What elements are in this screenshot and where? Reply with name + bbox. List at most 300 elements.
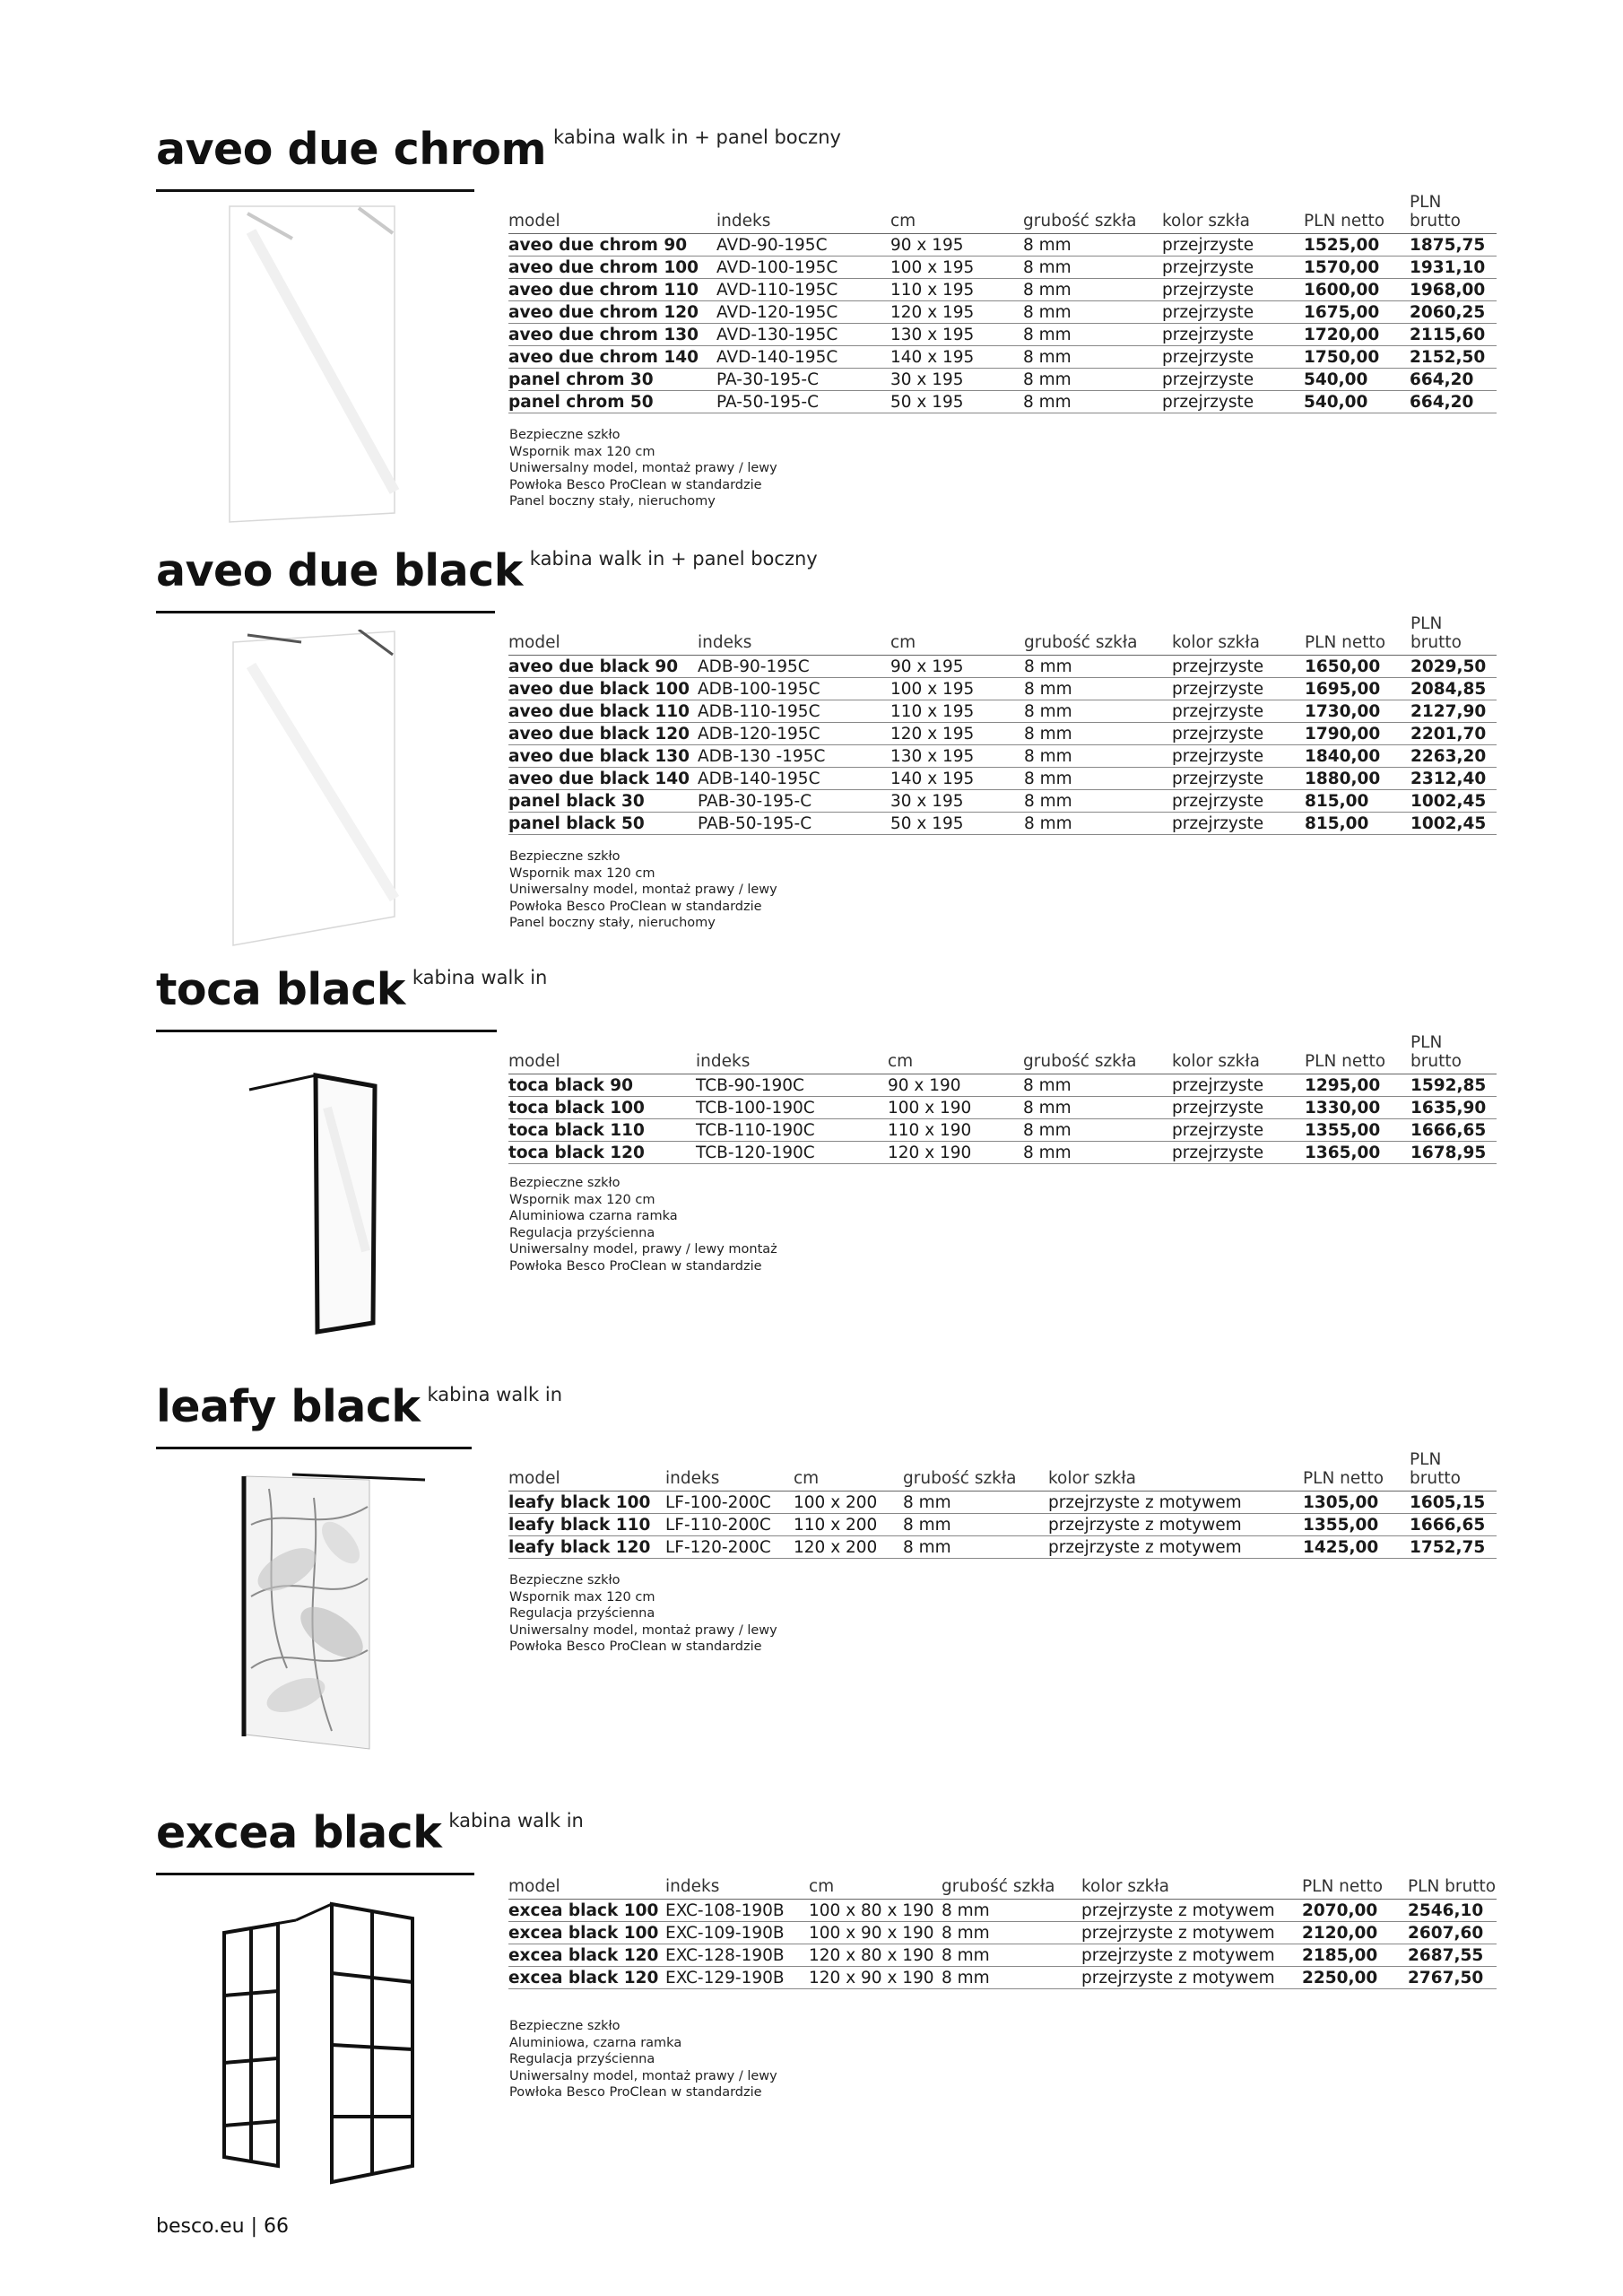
feature-item: Panel boczny stały, nieruchomy bbox=[509, 494, 716, 509]
cell-brutto: 1605,15 bbox=[1410, 1492, 1497, 1514]
cell-thickness: 8 mm bbox=[1023, 324, 1162, 346]
col-header-cm: cm bbox=[888, 1033, 1023, 1074]
col-header-cm: cm bbox=[809, 1876, 942, 1900]
feature-item: Wspornik max 120 cm bbox=[509, 1589, 655, 1605]
cell-model: aveo due chrom 120 bbox=[508, 301, 716, 324]
table-row bbox=[508, 234, 1497, 257]
cell-thickness: 8 mm bbox=[1023, 1119, 1172, 1142]
cell-color: przejrzyste bbox=[1172, 723, 1305, 745]
footer-separator: | bbox=[250, 2215, 258, 2238]
table-header-row bbox=[508, 1450, 1497, 1492]
col-header-model: model bbox=[508, 1876, 665, 1900]
cell-model: aveo due chrom 90 bbox=[508, 234, 716, 257]
table-row bbox=[508, 279, 1497, 301]
cell-model: aveo due black 130 bbox=[508, 745, 698, 768]
table-row bbox=[508, 790, 1497, 813]
cell-netto: 540,00 bbox=[1304, 369, 1410, 391]
feature-item: Uniwersalny model, prawy / lewy montaż bbox=[509, 1242, 777, 1257]
cell-indeks: LF-110-200C bbox=[665, 1514, 794, 1536]
cell-color: przejrzyste bbox=[1172, 678, 1305, 700]
cell-thickness: 8 mm bbox=[1024, 813, 1172, 835]
feature-item: Regulacja przyścienna bbox=[509, 1225, 655, 1240]
col-header-indeks: indeks bbox=[716, 193, 890, 234]
col-header-glass-thickness: grubość szkła bbox=[942, 1876, 1081, 1900]
col-header-cm: cm bbox=[890, 193, 1023, 234]
cell-brutto: 1752,75 bbox=[1410, 1536, 1497, 1559]
table-row bbox=[508, 369, 1497, 391]
cell-thickness: 8 mm bbox=[1023, 346, 1162, 369]
cell-brutto: 2607,60 bbox=[1408, 1922, 1497, 1944]
cell-indeks: ADB-110-195C bbox=[698, 700, 890, 723]
cell-indeks: AVD-140-195C bbox=[716, 346, 890, 369]
heading-rule bbox=[156, 611, 495, 613]
table-row bbox=[508, 1097, 1497, 1119]
feature-list bbox=[509, 427, 777, 510]
cell-model: excea black 120 bbox=[508, 1967, 665, 1989]
cell-netto: 1295,00 bbox=[1305, 1074, 1410, 1097]
feature-item: Wspornik max 120 cm bbox=[509, 865, 655, 881]
cell-cm: 120 x 195 bbox=[890, 723, 1024, 745]
cell-color: przejrzyste bbox=[1162, 279, 1304, 301]
cell-cm: 50 x 195 bbox=[890, 813, 1024, 835]
cell-thickness: 8 mm bbox=[942, 1967, 1081, 1989]
cell-thickness: 8 mm bbox=[1024, 768, 1172, 790]
feature-item: Powłoka Besco ProClean w standardzie bbox=[509, 2085, 762, 2100]
cell-thickness: 8 mm bbox=[1023, 369, 1162, 391]
cell-brutto: 664,20 bbox=[1410, 391, 1497, 413]
feature-item: Wspornik max 120 cm bbox=[509, 1192, 655, 1207]
cell-brutto: 1002,45 bbox=[1410, 813, 1497, 835]
cell-color: przejrzyste z motywem bbox=[1081, 1922, 1302, 1944]
cell-brutto: 1635,90 bbox=[1410, 1097, 1497, 1119]
product-name: aveo due black bbox=[156, 545, 523, 596]
product-illustration bbox=[233, 1471, 430, 1758]
col-header-pln-brutto: PLN brutto bbox=[1408, 1876, 1497, 1900]
cell-netto: 1750,00 bbox=[1304, 346, 1410, 369]
cell-thickness: 8 mm bbox=[942, 1922, 1081, 1944]
feature-item: Uniwersalny model, montaż prawy / lewy bbox=[509, 461, 777, 476]
cell-color: przejrzyste z motywem bbox=[1048, 1536, 1303, 1559]
cell-netto: 1730,00 bbox=[1305, 700, 1410, 723]
cell-netto: 1570,00 bbox=[1304, 257, 1410, 279]
cell-thickness: 8 mm bbox=[1024, 656, 1172, 678]
feature-item: Bezpieczne szkło bbox=[509, 2019, 621, 2033]
cell-cm: 30 x 195 bbox=[890, 790, 1024, 813]
cell-model: toca black 100 bbox=[508, 1097, 696, 1119]
cell-indeks: LF-120-200C bbox=[665, 1536, 794, 1559]
col-header-indeks: indeks bbox=[698, 614, 890, 656]
table-row bbox=[508, 1967, 1497, 1989]
cell-netto: 1675,00 bbox=[1304, 301, 1410, 324]
product-name: toca black bbox=[156, 964, 405, 1015]
cell-thickness: 8 mm bbox=[1024, 723, 1172, 745]
cell-indeks: EXC-129-190B bbox=[665, 1967, 809, 1989]
cell-brutto: 664,20 bbox=[1410, 369, 1497, 391]
cell-thickness: 8 mm bbox=[1024, 790, 1172, 813]
cell-model: aveo due chrom 130 bbox=[508, 324, 716, 346]
cell-brutto: 1875,75 bbox=[1410, 234, 1497, 257]
feature-item: Bezpieczne szkło bbox=[509, 1176, 621, 1190]
cell-color: przejrzyste bbox=[1172, 700, 1305, 723]
table-row bbox=[508, 1944, 1497, 1967]
cell-brutto: 1002,45 bbox=[1410, 790, 1497, 813]
cell-model: leafy black 120 bbox=[508, 1536, 665, 1559]
cell-color: przejrzyste bbox=[1172, 790, 1305, 813]
table-row bbox=[508, 700, 1497, 723]
cell-thickness: 8 mm bbox=[942, 1900, 1081, 1922]
cell-cm: 120 x 200 bbox=[794, 1536, 903, 1559]
cell-thickness: 8 mm bbox=[1023, 257, 1162, 279]
heading-rule bbox=[156, 189, 474, 192]
cell-indeks: LF-100-200C bbox=[665, 1492, 794, 1514]
cell-indeks: TCB-120-190C bbox=[696, 1142, 888, 1164]
product-name: excea black bbox=[156, 1807, 442, 1858]
product-illustration bbox=[215, 204, 412, 527]
col-header-pln-netto: PLN netto bbox=[1305, 1033, 1410, 1074]
cell-color: przejrzyste bbox=[1162, 346, 1304, 369]
table-row bbox=[508, 745, 1497, 768]
cell-netto: 1355,00 bbox=[1303, 1514, 1410, 1536]
col-header-pln-brutto: PLN brutto bbox=[1410, 1450, 1497, 1492]
col-header-model: model bbox=[508, 1450, 665, 1492]
col-header-model: model bbox=[508, 193, 716, 234]
cell-cm: 30 x 195 bbox=[890, 369, 1023, 391]
cell-model: panel black 50 bbox=[508, 813, 698, 835]
footer-site: besco.eu bbox=[156, 2215, 245, 2238]
cell-model: toca black 110 bbox=[508, 1119, 696, 1142]
table-row bbox=[508, 1536, 1497, 1559]
section-leafy-black bbox=[0, 1381, 1623, 1776]
col-header-pln-netto: PLN netto bbox=[1304, 193, 1410, 234]
cell-netto: 1355,00 bbox=[1305, 1119, 1410, 1142]
cell-brutto: 2127,90 bbox=[1410, 700, 1497, 723]
cell-cm: 100 x 195 bbox=[890, 257, 1023, 279]
cell-netto: 2185,00 bbox=[1302, 1944, 1408, 1967]
cell-cm: 100 x 200 bbox=[794, 1492, 903, 1514]
cell-indeks: AVD-90-195C bbox=[716, 234, 890, 257]
cell-color: przejrzyste z motywem bbox=[1081, 1944, 1302, 1967]
cell-color: przejrzyste bbox=[1162, 234, 1304, 257]
cell-model: aveo due black 110 bbox=[508, 700, 698, 723]
col-header-glass-color: kolor szkła bbox=[1048, 1450, 1303, 1492]
cell-netto: 2120,00 bbox=[1302, 1922, 1408, 1944]
cell-indeks: EXC-128-190B bbox=[665, 1944, 809, 1967]
cell-model: panel black 30 bbox=[508, 790, 698, 813]
cell-cm: 140 x 195 bbox=[890, 768, 1024, 790]
col-header-indeks: indeks bbox=[665, 1876, 809, 1900]
cell-thickness: 8 mm bbox=[1023, 279, 1162, 301]
cell-model: panel chrom 50 bbox=[508, 391, 716, 413]
cell-netto: 1880,00 bbox=[1305, 768, 1410, 790]
col-header-pln-brutto: PLN brutto bbox=[1410, 1033, 1497, 1074]
feature-item: Uniwersalny model, montaż prawy / lewy bbox=[509, 883, 777, 898]
feature-item: Powłoka Besco ProClean w standardzie bbox=[509, 1639, 762, 1655]
cell-indeks: ADB-130 -195C bbox=[698, 745, 890, 768]
cell-indeks: PAB-50-195-C bbox=[698, 813, 890, 835]
cell-cm: 120 x 190 bbox=[888, 1142, 1023, 1164]
cell-brutto: 1678,95 bbox=[1410, 1142, 1497, 1164]
cell-cm: 90 x 195 bbox=[890, 234, 1023, 257]
cell-brutto: 2152,50 bbox=[1410, 346, 1497, 369]
feature-list bbox=[509, 2018, 777, 2101]
feature-item: Bezpieczne szkło bbox=[509, 1573, 621, 1587]
cell-model: toca black 120 bbox=[508, 1142, 696, 1164]
cell-brutto: 2029,50 bbox=[1410, 656, 1497, 678]
cell-color: przejrzyste bbox=[1162, 369, 1304, 391]
cell-thickness: 8 mm bbox=[942, 1944, 1081, 1967]
feature-item: Wspornik max 120 cm bbox=[509, 444, 655, 459]
table-row bbox=[508, 301, 1497, 324]
cell-color: przejrzyste bbox=[1162, 301, 1304, 324]
cell-thickness: 8 mm bbox=[1023, 1097, 1172, 1119]
cell-netto: 1365,00 bbox=[1305, 1142, 1410, 1164]
product-subtitle: kabina walk in bbox=[412, 967, 548, 988]
cell-cm: 130 x 195 bbox=[890, 324, 1023, 346]
table-row bbox=[508, 1492, 1497, 1514]
heading-rule bbox=[156, 1873, 474, 1875]
col-header-indeks: indeks bbox=[665, 1450, 794, 1492]
table-row bbox=[508, 1900, 1497, 1922]
cell-cm: 110 x 195 bbox=[890, 700, 1024, 723]
cell-model: panel chrom 30 bbox=[508, 369, 716, 391]
cell-netto: 1425,00 bbox=[1303, 1536, 1410, 1559]
feature-item: Regulacja przyścienna bbox=[509, 2052, 655, 2067]
cell-color: przejrzyste bbox=[1162, 324, 1304, 346]
section-heading bbox=[156, 124, 841, 175]
feature-item: Powłoka Besco ProClean w standardzie bbox=[509, 1258, 762, 1274]
col-header-glass-color: kolor szkła bbox=[1081, 1876, 1302, 1900]
cell-brutto: 2687,55 bbox=[1408, 1944, 1497, 1967]
cell-thickness: 8 mm bbox=[1024, 745, 1172, 768]
cell-netto: 1695,00 bbox=[1305, 678, 1410, 700]
cell-indeks: ADB-90-195C bbox=[698, 656, 890, 678]
cell-color: przejrzyste z motywem bbox=[1081, 1900, 1302, 1922]
spec-table bbox=[508, 193, 1497, 413]
cell-model: aveo due chrom 140 bbox=[508, 346, 716, 369]
cell-color: przejrzyste bbox=[1172, 1074, 1305, 1097]
cell-indeks: AVD-110-195C bbox=[716, 279, 890, 301]
col-header-indeks: indeks bbox=[696, 1033, 888, 1074]
col-header-glass-thickness: grubość szkła bbox=[1024, 614, 1172, 656]
cell-color: przejrzyste bbox=[1172, 768, 1305, 790]
cell-netto: 815,00 bbox=[1305, 790, 1410, 813]
cell-cm: 130 x 195 bbox=[890, 745, 1024, 768]
heading-rule bbox=[156, 1447, 472, 1449]
cell-color: przejrzyste bbox=[1172, 1097, 1305, 1119]
cell-color: przejrzyste bbox=[1172, 745, 1305, 768]
spec-table bbox=[508, 1876, 1497, 1989]
table-row bbox=[508, 257, 1497, 279]
cell-brutto: 2060,25 bbox=[1410, 301, 1497, 324]
cell-brutto: 2201,70 bbox=[1410, 723, 1497, 745]
table-row bbox=[508, 656, 1497, 678]
feature-item: Powłoka Besco ProClean w standardzie bbox=[509, 899, 762, 914]
cell-model: aveo due black 100 bbox=[508, 678, 698, 700]
table-row bbox=[508, 1514, 1497, 1536]
product-subtitle: kabina walk in + panel boczny bbox=[529, 548, 818, 570]
cell-cm: 120 x 195 bbox=[890, 301, 1023, 324]
cell-color: przejrzyste z motywem bbox=[1081, 1967, 1302, 1989]
col-header-model: model bbox=[508, 614, 698, 656]
col-header-pln-brutto: PLN brutto bbox=[1410, 614, 1497, 656]
cell-model: aveo due black 120 bbox=[508, 723, 698, 745]
table-row bbox=[508, 813, 1497, 835]
col-header-model: model bbox=[508, 1033, 696, 1074]
cell-brutto: 2115,60 bbox=[1410, 324, 1497, 346]
table-row bbox=[508, 324, 1497, 346]
table-row bbox=[508, 768, 1497, 790]
page-number: 66 bbox=[264, 2215, 290, 2238]
cell-brutto: 2312,40 bbox=[1410, 768, 1497, 790]
table-row bbox=[508, 678, 1497, 700]
col-header-pln-brutto: PLN brutto bbox=[1410, 193, 1497, 234]
cell-netto: 1720,00 bbox=[1304, 324, 1410, 346]
product-illustration bbox=[215, 630, 412, 952]
feature-list bbox=[509, 1175, 777, 1275]
cell-indeks: PA-30-195-C bbox=[716, 369, 890, 391]
cell-indeks: EXC-109-190B bbox=[665, 1922, 809, 1944]
cell-netto: 815,00 bbox=[1305, 813, 1410, 835]
col-header-glass-color: kolor szkła bbox=[1162, 193, 1304, 234]
section-toca-black bbox=[0, 964, 1623, 1341]
cell-cm: 90 x 190 bbox=[888, 1074, 1023, 1097]
section-heading bbox=[156, 1807, 584, 1858]
cell-netto: 2250,00 bbox=[1302, 1967, 1408, 1989]
cell-cm: 120 x 80 x 190 bbox=[809, 1944, 942, 1967]
cell-indeks: TCB-90-190C bbox=[696, 1074, 888, 1097]
cell-cm: 100 x 90 x 190 bbox=[809, 1922, 942, 1944]
product-subtitle: kabina walk in bbox=[427, 1384, 563, 1405]
cell-model: excea black 100 bbox=[508, 1922, 665, 1944]
feature-item: Bezpieczne szkło bbox=[509, 428, 621, 442]
cell-brutto: 1968,00 bbox=[1410, 279, 1497, 301]
cell-netto: 540,00 bbox=[1304, 391, 1410, 413]
cell-indeks: EXC-108-190B bbox=[665, 1900, 809, 1922]
cell-netto: 1330,00 bbox=[1305, 1097, 1410, 1119]
col-header-glass-thickness: grubość szkła bbox=[1023, 1033, 1172, 1074]
table-row bbox=[508, 346, 1497, 369]
product-name: aveo due chrom bbox=[156, 124, 547, 175]
cell-netto: 2070,00 bbox=[1302, 1900, 1408, 1922]
product-illustration bbox=[242, 1072, 386, 1341]
page-footer bbox=[156, 2215, 289, 2238]
cell-netto: 1790,00 bbox=[1305, 723, 1410, 745]
cell-indeks: TCB-110-190C bbox=[696, 1119, 888, 1142]
cell-cm: 100 x 80 x 190 bbox=[809, 1900, 942, 1922]
cell-color: przejrzyste bbox=[1172, 813, 1305, 835]
feature-list bbox=[509, 848, 777, 932]
cell-indeks: PAB-30-195-C bbox=[698, 790, 890, 813]
table-header-row bbox=[508, 1876, 1497, 1900]
cell-netto: 1650,00 bbox=[1305, 656, 1410, 678]
cell-netto: 1840,00 bbox=[1305, 745, 1410, 768]
col-header-glass-color: kolor szkła bbox=[1172, 614, 1305, 656]
cell-model: excea black 120 bbox=[508, 1944, 665, 1967]
col-header-cm: cm bbox=[794, 1450, 903, 1492]
cell-brutto: 1666,65 bbox=[1410, 1514, 1497, 1536]
cell-thickness: 8 mm bbox=[1024, 700, 1172, 723]
cell-thickness: 8 mm bbox=[1023, 1074, 1172, 1097]
spec-table bbox=[508, 1450, 1497, 1559]
cell-model: toca black 90 bbox=[508, 1074, 696, 1097]
col-header-glass-color: kolor szkła bbox=[1172, 1033, 1305, 1074]
cell-thickness: 8 mm bbox=[1023, 391, 1162, 413]
cell-brutto: 1666,65 bbox=[1410, 1119, 1497, 1142]
spec-table bbox=[508, 1033, 1497, 1164]
cell-brutto: 2084,85 bbox=[1410, 678, 1497, 700]
product-illustration bbox=[215, 1897, 430, 2193]
spec-table bbox=[508, 614, 1497, 835]
cell-model: excea black 100 bbox=[508, 1900, 665, 1922]
feature-item: Aluminiowa czarna ramka bbox=[509, 1209, 678, 1224]
table-row bbox=[508, 1119, 1497, 1142]
cell-model: leafy black 100 bbox=[508, 1492, 665, 1514]
cell-color: przejrzyste bbox=[1162, 391, 1304, 413]
section-aveo-due-chrom bbox=[0, 124, 1623, 518]
feature-item: Panel boczny stały, nieruchomy bbox=[509, 916, 716, 931]
cell-cm: 50 x 195 bbox=[890, 391, 1023, 413]
feature-item: Powłoka Besco ProClean w standardzie bbox=[509, 477, 762, 492]
cell-model: aveo due black 140 bbox=[508, 768, 698, 790]
cell-cm: 110 x 190 bbox=[888, 1119, 1023, 1142]
cell-cm: 110 x 195 bbox=[890, 279, 1023, 301]
feature-item: Bezpieczne szkło bbox=[509, 849, 621, 864]
cell-indeks: AVD-120-195C bbox=[716, 301, 890, 324]
table-row bbox=[508, 1922, 1497, 1944]
cell-cm: 90 x 195 bbox=[890, 656, 1024, 678]
heading-rule bbox=[156, 1030, 497, 1032]
col-header-cm: cm bbox=[890, 614, 1024, 656]
cell-thickness: 8 mm bbox=[903, 1514, 1048, 1536]
section-heading bbox=[156, 545, 818, 596]
table-header-row bbox=[508, 193, 1497, 234]
cell-color: przejrzyste bbox=[1172, 1142, 1305, 1164]
cell-thickness: 8 mm bbox=[1023, 301, 1162, 324]
table-header-row bbox=[508, 1033, 1497, 1074]
feature-item: Uniwersalny model, montaż prawy / lewy bbox=[509, 2068, 777, 2083]
col-header-glass-thickness: grubość szkła bbox=[903, 1450, 1048, 1492]
cell-model: aveo due black 90 bbox=[508, 656, 698, 678]
cell-indeks: ADB-120-195C bbox=[698, 723, 890, 745]
feature-item: Regulacja przyścienna bbox=[509, 1606, 655, 1622]
table-row bbox=[508, 723, 1497, 745]
cell-indeks: AVD-130-195C bbox=[716, 324, 890, 346]
cell-indeks: PA-50-195-C bbox=[716, 391, 890, 413]
cell-color: przejrzyste z motywem bbox=[1048, 1514, 1303, 1536]
cell-color: przejrzyste bbox=[1162, 257, 1304, 279]
cell-cm: 140 x 195 bbox=[890, 346, 1023, 369]
cell-brutto: 2263,20 bbox=[1410, 745, 1497, 768]
cell-color: przejrzyste z motywem bbox=[1048, 1492, 1303, 1514]
feature-item: Aluminiowa, czarna ramka bbox=[509, 2035, 682, 2050]
cell-indeks: ADB-140-195C bbox=[698, 768, 890, 790]
product-name: leafy black bbox=[156, 1381, 421, 1432]
cell-netto: 1305,00 bbox=[1303, 1492, 1410, 1514]
cell-color: przejrzyste bbox=[1172, 656, 1305, 678]
section-excea-black bbox=[0, 1807, 1623, 2193]
col-header-pln-netto: PLN netto bbox=[1302, 1876, 1408, 1900]
feature-list bbox=[509, 1572, 777, 1656]
cell-indeks: ADB-100-195C bbox=[698, 678, 890, 700]
col-header-pln-netto: PLN netto bbox=[1303, 1450, 1410, 1492]
table-row bbox=[508, 391, 1497, 413]
cell-cm: 100 x 190 bbox=[888, 1097, 1023, 1119]
cell-brutto: 2767,50 bbox=[1408, 1967, 1497, 1989]
section-heading bbox=[156, 1381, 562, 1432]
cell-thickness: 8 mm bbox=[903, 1492, 1048, 1514]
table-header-row bbox=[508, 614, 1497, 656]
col-header-glass-thickness: grubość szkła bbox=[1023, 193, 1162, 234]
